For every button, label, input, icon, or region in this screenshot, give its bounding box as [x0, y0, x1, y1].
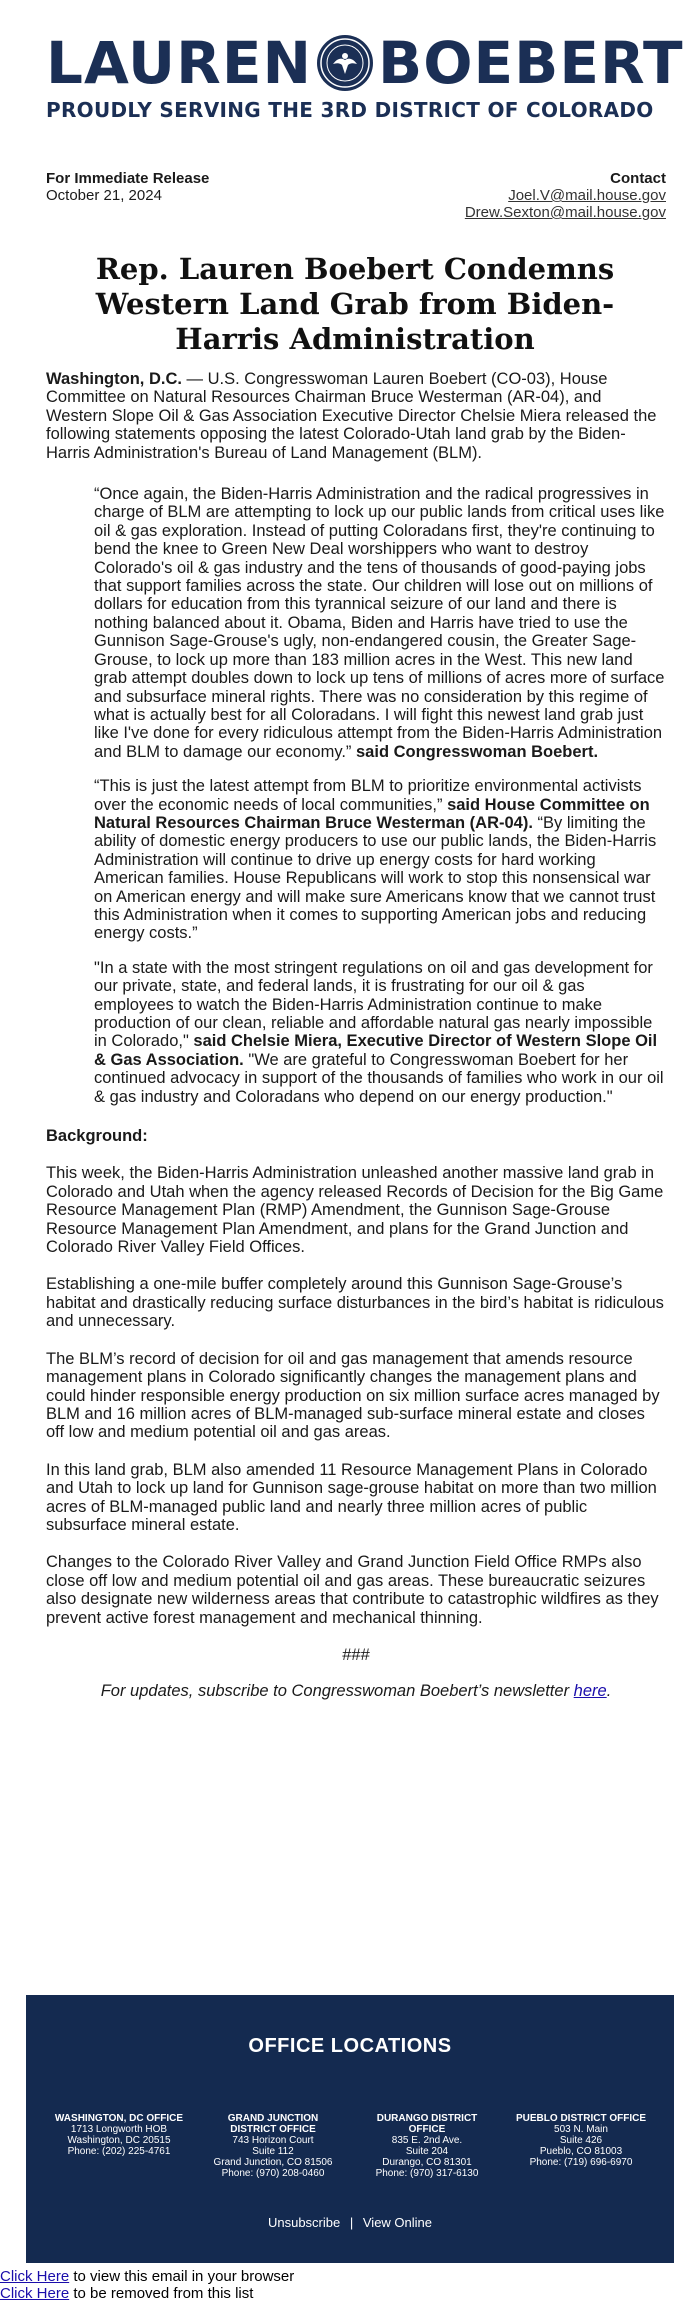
background-paragraph-5: Changes to the Colorado River Valley and Grand Junction Field Office RMPs also close off low and medium potential oil and gas areas. These bureaucratic seizures also designate new wilderness areas that contribute to catastrophic wildfires as they prevent active forest management and mechanical thinning.: [46, 1553, 659, 1627]
office-locations-footer: [26, 1995, 674, 2263]
contact-label: Contact: [610, 170, 666, 187]
office-pu-line2: Suite 426: [559, 2135, 603, 2146]
subscribe-line: [46, 1682, 666, 1700]
office-locations-title: OFFICE LOCATIONS: [248, 2035, 452, 2057]
banner-name-right: BOEBERT: [377, 29, 684, 97]
office-pu-phone: Phone: (719) 696-6970: [529, 2157, 633, 2168]
background-heading: Background:: [46, 1127, 148, 1146]
quote-westerman-attribution: said House Committee on Natural Resources Chairman Bruce Westerman (AR-04).: [94, 795, 650, 832]
office-du-line2: Suite 204: [405, 2146, 449, 2157]
view-in-browser-line: [0, 2268, 294, 2285]
view-in-browser-text: to view this email in your browser: [69, 2268, 295, 2285]
office-gj-phone: Phone: (970) 208-0460: [221, 2168, 325, 2179]
bottom-links: [0, 2268, 294, 2302]
office-grand-junction: [198, 2113, 348, 2179]
office-gj-heading-1: GRAND JUNCTION: [227, 2113, 319, 2124]
footer-links: [26, 2215, 674, 2230]
congress-seal-icon: [316, 34, 374, 92]
banner-name: [46, 28, 684, 98]
office-dc-phone: Phone: (202) 225-4761: [67, 2146, 171, 2157]
remove-from-list-link[interactable]: Click Here: [0, 2285, 70, 2302]
office-du-line1: 835 E. 2nd Ave.: [391, 2135, 463, 2146]
release-contacts: [465, 170, 666, 221]
contact-email-joel[interactable]: Joel.V@mail.house.gov: [508, 187, 666, 204]
quote-miera: [94, 959, 666, 1106]
office-gj-line1: 743 Horizon Court: [232, 2135, 314, 2146]
office-pu-line1: 503 N. Main: [554, 2124, 608, 2135]
office-du-heading-1: DURANGO DISTRICT: [376, 2113, 478, 2124]
quote-boebert-attribution: said Congresswoman Boebert.: [351, 742, 599, 761]
release-label: For Immediate Release: [46, 170, 210, 187]
release-date: October 21, 2024: [46, 187, 162, 204]
quote-boebert-text: “Once again, the Biden-Harris Administration and the radical progressives in charge of BLM are attempting to lock up our public lands from critical uses like oil & gas exploration. Instead of putting Coloradans first, they're continuing to bend the knee to Green New Deal worshippers who want to destroy Colorado's oil & gas industry and the tens of thousands of good-paying jobs that support families across the state. Our children will lose out on millions of dollars for education from this tyrannical seizure of our land and there is nothing balanced about it. Obama, Biden and Harris have tried to use the Gunnison Sage-Grouse's ugly, non-endangered cousin, the Greater Sage-Grouse, to lock up more than 183 million acres in the West. This new land grab attempt doubles down to lock up tens of millions of acres more of surface and subsurface mineral rights. There was no consideration by this regime of what is actually best for all Coloradans. I will fight this newest land grab just like I've done for every ridiculous attempt from the Biden-Harris Administration and BLM to damage our economy.”: [94, 485, 665, 761]
banner-tagline: PROUDLY SERVING THE 3RD DISTRICT OF COLORADO: [46, 98, 654, 122]
office-du-line3: Durango, CO 81301: [382, 2157, 472, 2168]
quote-boebert: [94, 485, 666, 761]
office-dc: [44, 2113, 194, 2179]
dateline: Washington, D.C.: [46, 370, 182, 388]
press-release-title: Rep. Lauren Boebert Condemns Western Land Grab from Biden-Harris Administration: [95, 252, 615, 356]
office-pu-heading: PUEBLO DISTRICT OFFICE: [516, 2113, 646, 2124]
office-gj-line2: Suite 112: [252, 2146, 294, 2157]
remove-from-list-line: [0, 2285, 294, 2302]
quote-miera-text-b: "We are grateful to Congresswoman Boebert for her continued advocacy in support of the thousands of families who work in our oil & gas industry and Coloradans who depend on our energy production.": [94, 1050, 664, 1106]
quote-miera-text-a: "In a state with the most stringent regulations on oil and gas development for our private, state, and federal lands, it is frustrating for our oil & gas employees to watch the Biden-Harris Administration continue to make production of our clean, reliable and affordable natural gas nearly impossible in Colorado,": [94, 958, 653, 1051]
office-dc-heading: WASHINGTON, DC OFFICE: [54, 2113, 184, 2124]
subscribe-end: .: [606, 1682, 612, 1701]
contact-email-drew[interactable]: Drew.Sexton@mail.house.gov: [464, 204, 666, 221]
office-pueblo: [506, 2113, 656, 2179]
office-du-phone: Phone: (970) 317-6130: [375, 2168, 479, 2179]
intro-paragraph: [46, 370, 666, 462]
background-paragraph-3: The BLM’s record of decision for oil and gas management that amends resource management plans in Colorado significantly changes the management plans and could hinder responsible energy production on six million surface acres managed by BLM and 16 million acres of BLM-managed sub-surface mineral estate and closes off low and medium potential oil and gas areas.: [46, 1349, 660, 1442]
quote-westerman-text-a: “This is just the latest attempt from BLM to prioritize environmental activists over the economic needs of local communities,”: [94, 777, 642, 814]
background-paragraph-1: This week, the Biden-Harris Administration unleashed another massive land grab in Colorado and Utah when the agency released Records of Decision for the Big Game Resource Management Plan (RMP) Amendment, the Gunnison Sage-Grouse Resource Management Plan Amendment, and plans for the Grand Junction and Colorado River Valley Field Offices.: [46, 1164, 664, 1257]
view-in-browser-link[interactable]: Click Here: [0, 2268, 70, 2285]
intro-text: — U.S. Congresswoman Lauren Boebert (CO-03), House Committee on Natural Resources Chairman Bruce Westerman (AR-04), and Western Slope Oil & Gas Association Executive Director Chelsie Miera released the following statements opposing the latest Colorado-Utah land grab by the Biden-Harris Administration's Bureau of Land Management (BLM).: [46, 370, 657, 462]
header-banner: [46, 28, 684, 128]
press-release-body: [46, 370, 666, 1701]
quote-miera-attribution: said Chelsie Miera, Executive Director of Western Slope Oil & Gas Association.: [94, 1032, 658, 1069]
quote-westerman: [94, 777, 666, 943]
office-dc-line2: Washington, DC 20515: [67, 2135, 171, 2146]
office-gj-line3: Grand Junction, CO 81506: [213, 2157, 333, 2168]
end-marker: ###: [342, 1645, 370, 1664]
banner-name-left: LAUREN: [46, 29, 312, 97]
office-du-heading-2: OFFICE: [408, 2124, 446, 2135]
view-online-link[interactable]: View Online: [362, 2215, 433, 2230]
office-columns: [44, 2113, 656, 2179]
subscribe-text: For updates, subscribe to Congresswoman Boebert’s newsletter: [100, 1682, 574, 1701]
subscribe-link[interactable]: here: [573, 1682, 607, 1701]
release-left: [46, 170, 209, 204]
background-paragraph-2: Establishing a one-mile buffer completely around this Gunnison Sage-Grouse’s habitat and drastically reducing surface disturbances in the bird’s habitat is ridiculous and unnecessary.: [46, 1275, 664, 1331]
footer-link-separator: |: [349, 2215, 354, 2230]
office-pu-line3: Pueblo, CO 81003: [539, 2146, 623, 2157]
quote-westerman-text-b: “By limiting the ability of domestic energy producers to use our public lands, the Biden-Harris Administration will continue to drive up energy costs for hard working American families. House Republicans will work to stop this nonsensical war on American energy and will make sure Americans know that we cannot trust this Administration when it comes to supporting American jobs and reducing energy costs.”: [94, 813, 657, 943]
remove-from-list-text: to be removed from this list: [69, 2285, 254, 2302]
office-gj-heading-2: DISTRICT OFFICE: [230, 2124, 316, 2135]
office-dc-line1: 1713 Longworth HOB: [70, 2124, 168, 2135]
unsubscribe-link[interactable]: Unsubscribe: [267, 2215, 341, 2230]
background-paragraph-4: In this land grab, BLM also amended 11 Resource Management Plans in Colorado and Utah to lock up land for Gunnison sage-grouse habitat on more than two million acres of BLM-managed public land and nearly three million acres of public subsurface mineral estate.: [46, 1460, 657, 1534]
office-durango: [352, 2113, 502, 2179]
